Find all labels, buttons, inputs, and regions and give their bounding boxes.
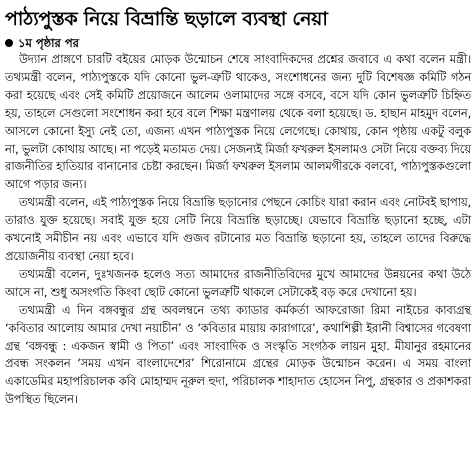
paragraph-2: তথ্যমন্ত্রী বলেন, এই পাঠ্যপুস্তক নিয়ে বিভ্রান্তি ছড়ানোর পেছনে কোচিং যারা করান এবং নোটবই ছাপায়, তারাও যুক্ত হয়েছে। সবাই যুক্ত হয়ে সেটি নিয়ে বিভ্রান্তি ছড়াচ্ছে। যেভাবে বিভ্রান্তি ছড়ানো হচ্ছে, এটা কখনোই সমীচীন নয় এবং এভাবে যদি গুজব রটানোর মত বিভ্রান্তি ছড়ানো হয়, তাহলে তাদের বিরুদ্ধে প্রয়োজনীয় ব্যবস্থা নেয়া হবে। [5, 195, 471, 263]
continued-from-label [5, 35, 471, 51]
paragraph-4: তথ্যমন্ত্রী এ দিন বঙ্গবন্ধুর গ্রন্থ অবলম্বনে তথ্য ক্যাডার কর্মকর্তা আফরোজা রিমা নাইচের কাব্যগ্রন্থ ‘কবিতার আলোয় আমার দেখা নয়াচীন’ ও ‘কবিতার মায়ায় কারাগারে’, কথাশিল্পী ইরানী বিশ্বাসের গবেষণা গ্রন্থ ‘বঙ্গবন্ধু : একজন স্বামী ও পিতা’ এবং সাংবাদিক ও সংস্কৃতি সংগঠক লায়ন মুহা. মীযানুর রহমানের প্রবন্ধ সংকলন ‘সময় এখন বাংলাদেশের’ শিরোনামে গ্রন্থের মোড়ক উন্মোচন করেন। এ সময় বাংলা একাডেমির মহাপরিচালক কবি মোহাম্মদ নূরুল হুদা, পরিচালক শাহাদাত হোসেন নিপু, গ্রন্থকার ও প্রকাশকরা উপস্থিত ছিলেন। [5, 302, 471, 407]
continued-text: ১ম পৃষ্ঠার পর [18, 36, 79, 50]
headline: পাঠ্যপুস্তক নিয়ে বিভ্রান্তি ছড়ালে ব্যবস্থা নেয়া [5, 8, 328, 30]
bullet-icon [5, 39, 13, 47]
article-body [5, 51, 471, 409]
paragraph-1: উদ্যান প্রাঙ্গণে চারটি বইয়ের মোড়ক উন্মোচন শেষে সাংবাদিকদের প্রশ্নের জবাবে এ কথা বলেন মন্ত্রী। তথ্যমন্ত্রী বলেন, পাঠ্যপুস্তকে যদি কোনো ভুল-ত্রুটি থাকেও, সংশোধনের জন্য দুটি বিশেষজ্ঞ কমিটি গঠন করা হয়েছে এবং সেই কমিটি প্রয়োজনে আলেম ওলামাদের সঙ্গে বসবে, বসে যদি কোন ভুলত্রুটি চিহ্নিত হয়, তাহলে সেগুলো সংশোধন করা হবে বলে শিক্ষা মন্ত্রণালয় থেকে বলা হয়েছে। ড. হাছান মাহমুদ বলেন, আসলে কোনো ইস্যু নেই তো, এজন্য এখন পাঠ্যপুস্তক নিয়ে লেগেছে। কোথায়, কোন পৃষ্ঠায় একটু বলুক না, ভুলটা কোথায় আছে। না পড়েই মতামত দেয়। সেজন্যই মির্জা ফখরুল ইসলামও সেটা নিয়ে বক্তব্য দিয়ে রাজনীতির হাতিয়ার বানানোর চেষ্টা করছেন। মির্জা ফখরুল ইসলাম আলমগীরকে বলবো, পাঠ্যপুস্তকগুলো আগে পড়ার জন্য। [5, 52, 471, 192]
paragraph-3: তথ্যমন্ত্রী বলেন, দুঃখজনক হলেও সত্য আমাদের রাজনীতিবিদের মুখে আমাদের উন্নয়নের কথা উঠে আসে না, শুধু অসংগতি কিংবা ছোট কোনো ভুলত্রুটি থাকলে সেটাকেই বড় করে দেখানো হয়। [5, 266, 471, 299]
